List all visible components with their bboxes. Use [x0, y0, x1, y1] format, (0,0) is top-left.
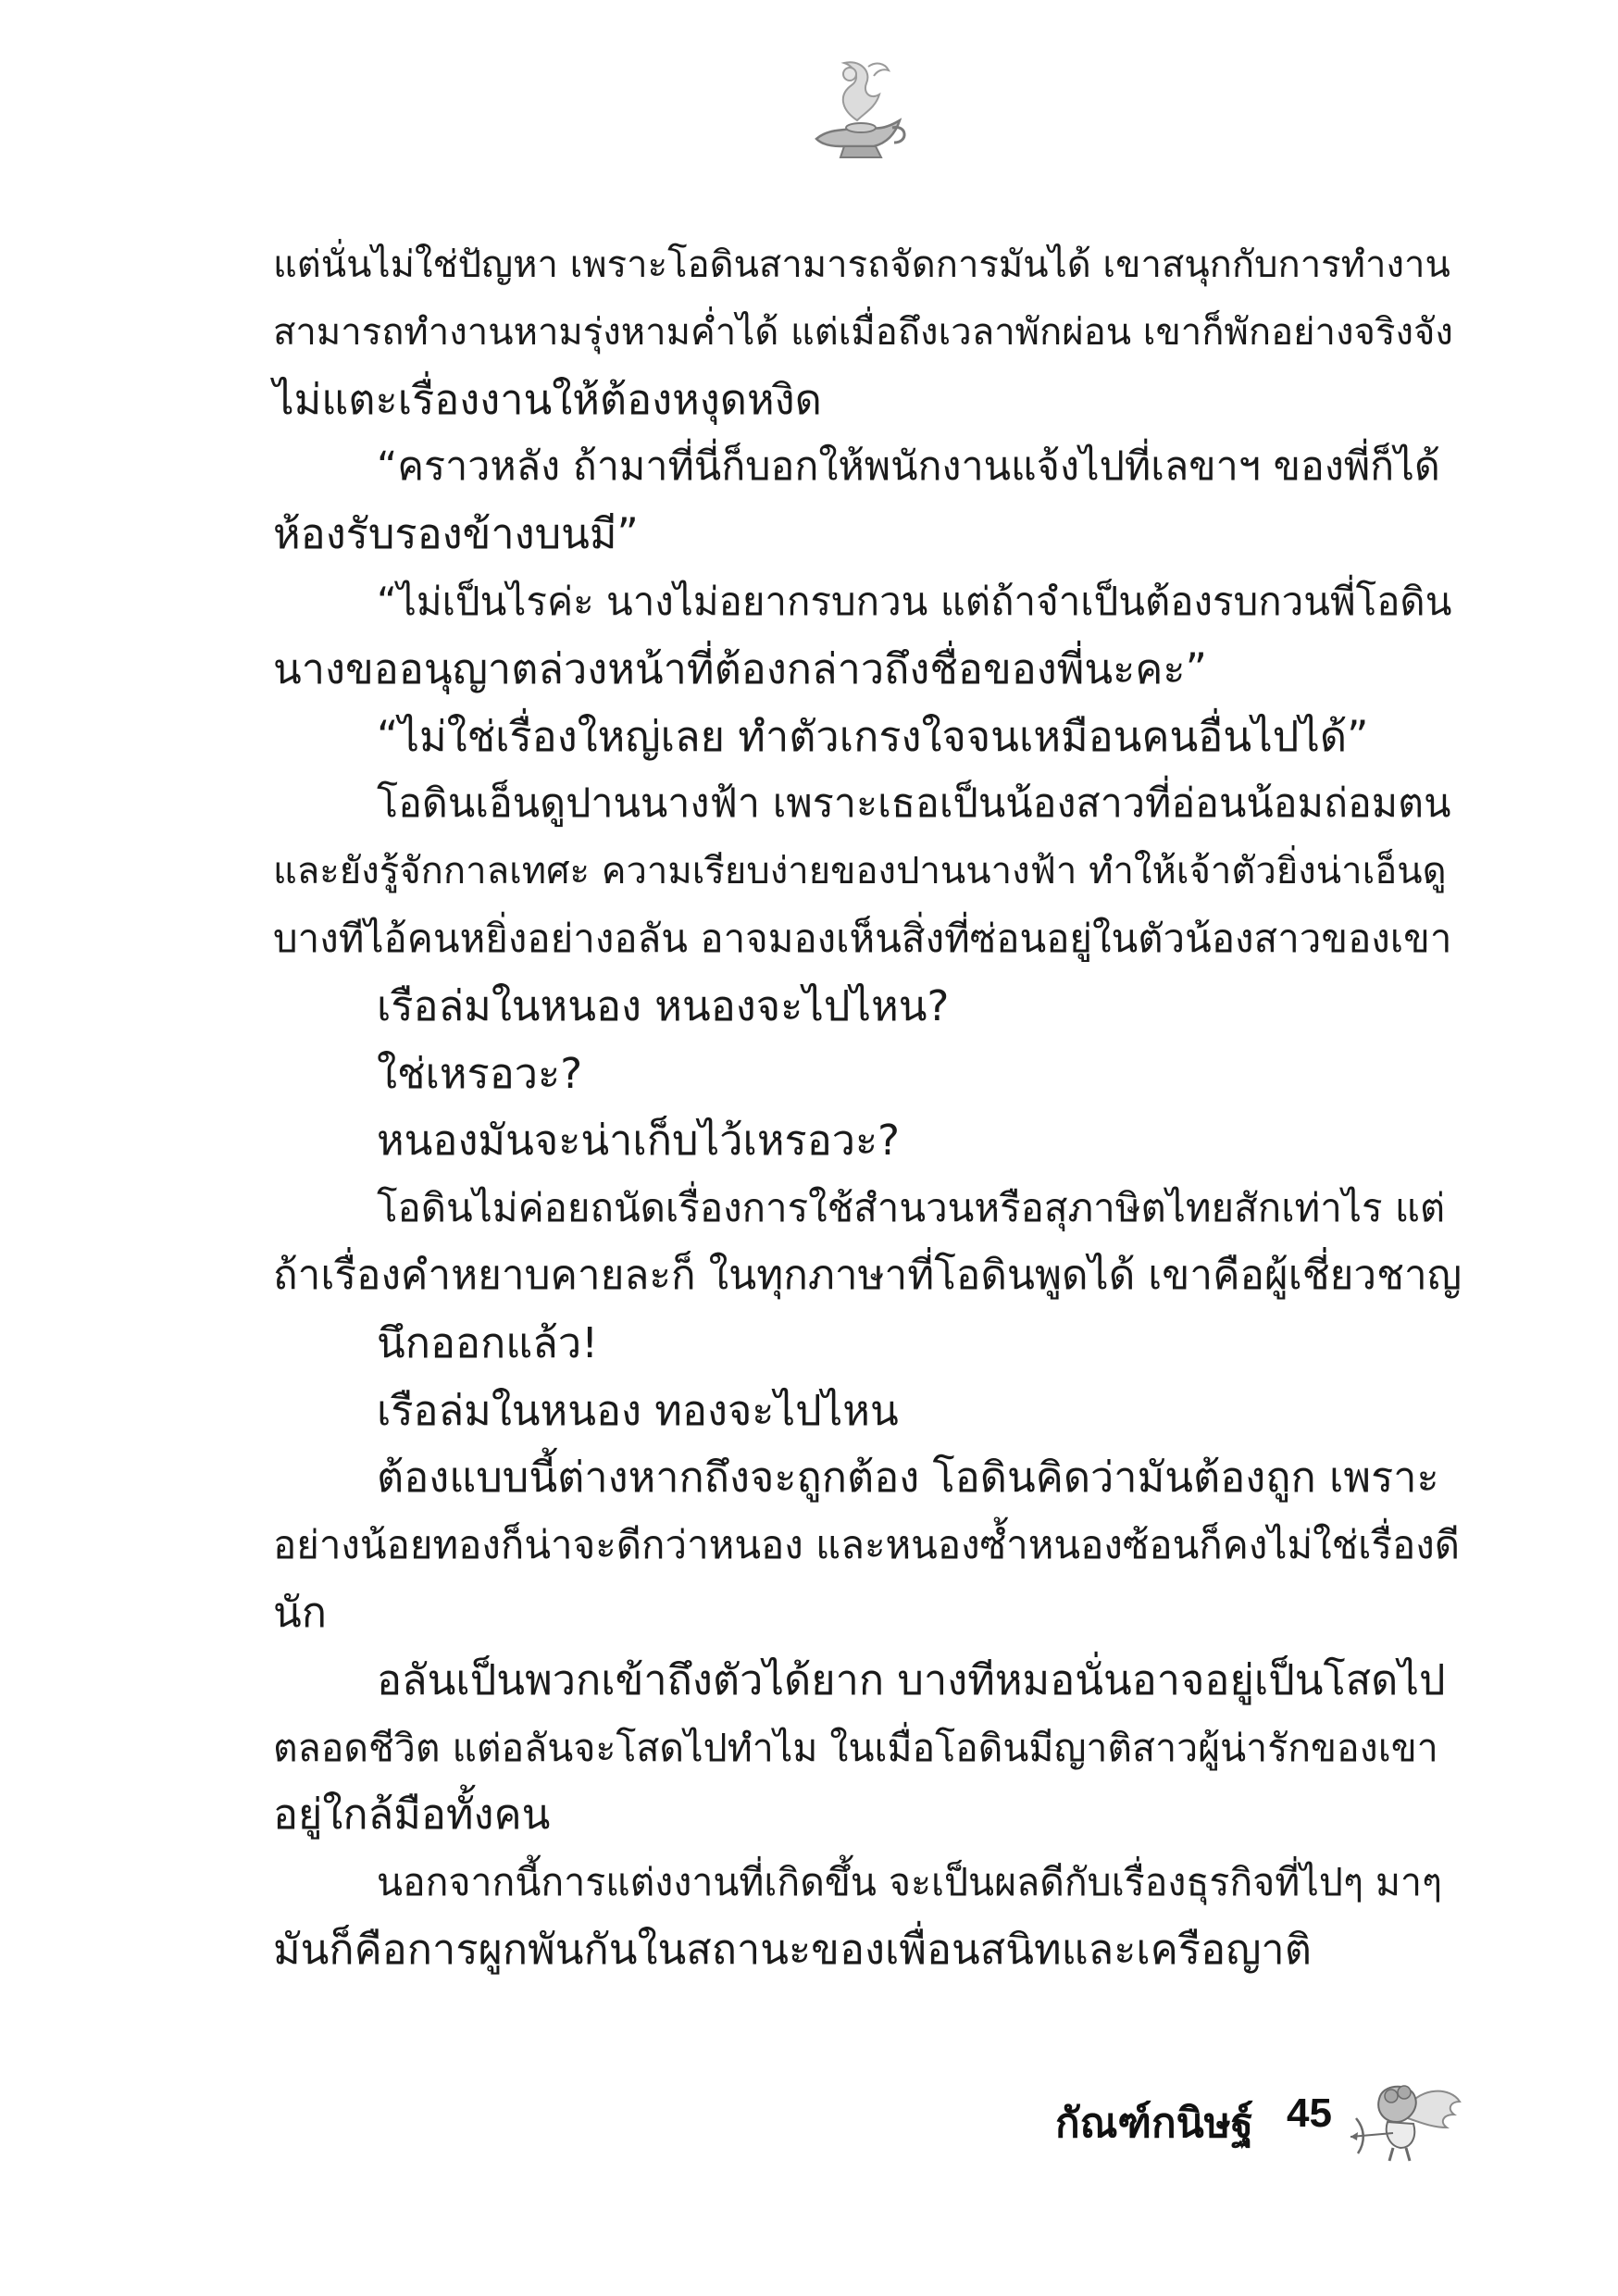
text-line: “ไม่ใช่เรื่องใหญ่เลย ทำตัวเกรงใจจนเหมือนคนอื่นไปได้” — [377, 711, 1369, 761]
text-line: ใช่เหรอวะ? — [377, 1048, 583, 1098]
text-line: สามารถทำงานหามรุ่งหามค่ำได้ แต่เมื่อถึงเวลาพักผ่อน เขาก็พักอย่างจริงจัง — [273, 310, 1453, 354]
text-line: นอกจากนี้การแต่งงานที่เกิดขึ้น จะเป็นผลดีกับเรื่องธุรกิจที่ไปๆ มาๆ — [377, 1860, 1443, 1905]
text-line: อยู่ใกล้มือทั้งคน — [273, 1790, 551, 1840]
text-line: “ไม่เป็นไรค่ะ นางไม่อยากรบกวน แต่ถ้าจำเป็นต้องรบกวนพี่โอดิน — [377, 578, 1452, 624]
text-line: อย่างน้อยทองก็น่าจะดีกว่าหนอง และหนองซ้ำหนองซ้อนก็คงไม่ใช่เรื่องดี — [273, 1522, 1461, 1568]
text-line: ไม่แตะเรื่องงานให้ต้องหงุดหงิด — [273, 374, 822, 424]
text-line: โอดินเอ็นดูปานนางฟ้า เพราะเธอเป็นน้องสาวที่อ่อนน้อมถ่อมตน — [377, 780, 1451, 828]
chapter-body-text — [273, 231, 1462, 1984]
text-line: ต้องแบบนี้ต่างหากถึงจะถูกต้อง โอดินคิดว่ามันต้องถูก เพราะ — [377, 1453, 1439, 1503]
cupid-icon — [1347, 2081, 1467, 2169]
text-line: เรือล่มในหนอง ทองจะไปไหน — [377, 1385, 899, 1435]
text-line: แต่นั่นไม่ใช่ปัญหา เพราะโอดินสามารถจัดการมันได้ เขาสนุกกับการทำงาน — [273, 243, 1450, 286]
text-line: นัก — [273, 1587, 328, 1637]
text-line: มันก็คือการผูกพันกันในสถานะของเพื่อนสนิทและเครือญาติ — [273, 1924, 1312, 1974]
text-line: หนองมันจะน่าเก็บไว้เหรอวะ? — [377, 1116, 901, 1166]
text-line: “คราวหลัง ถ้ามาที่นี่ก็บอกให้พนักงานแจ้งไปที่เลขาฯ ของพี่ก็ได้ — [377, 443, 1440, 491]
text-line: เรือล่มในหนอง หนองจะไปไหน? — [377, 980, 950, 1030]
author-name: กัณฑ์กนิษฐ์ — [1055, 2100, 1253, 2147]
page-footer — [1055, 2081, 1490, 2155]
text-line: ห้องรับรองข้างบนมี” — [273, 509, 639, 559]
text-line: และยังรู้จักกาลเทศะ ความเรียบง่ายของปานนางฟ้า ทำให้เจ้าตัวยิ่งน่าเอ็นดู — [273, 850, 1447, 893]
text-line: ตลอดชีวิต แต่อลันจะโสดไปทำไม ในเมื่อโอดินมีญาติสาวผู้น่ารักของเขา — [273, 1725, 1438, 1770]
text-line: นางขออนุญาตล่วงหน้าที่ต้องกล่าวถึงชื่อของพี่นะคะ” — [273, 643, 1207, 693]
text-line: อลันเป็นพวกเข้าถึงตัวได้ยาก บางทีหมอนั่นอาจอยู่เป็นโสดไป — [377, 1654, 1446, 1704]
text-line: โอดินไม่ค่อยถนัดเรื่องการใช้สำนวนหรือสุภาษิตไทยสักเท่าไร แต่ — [377, 1185, 1446, 1231]
text-line: บางทีไอ้คนหยิ่งอย่างอลัน อาจมองเห็นสิ่งที่ซ่อนอยู่ในตัวน้องสาวของเขา — [273, 915, 1452, 961]
page-number: 45 — [1287, 2090, 1332, 2136]
genie-lamp-icon — [803, 54, 915, 174]
text-line: นึกออกแล้ว! — [377, 1317, 599, 1367]
text-line: ถ้าเรื่องคำหยาบคายละก็ ในทุกภาษาที่โอดินพูดได้ เขาคือผู้เชี่ยวชาญ — [273, 1251, 1462, 1299]
